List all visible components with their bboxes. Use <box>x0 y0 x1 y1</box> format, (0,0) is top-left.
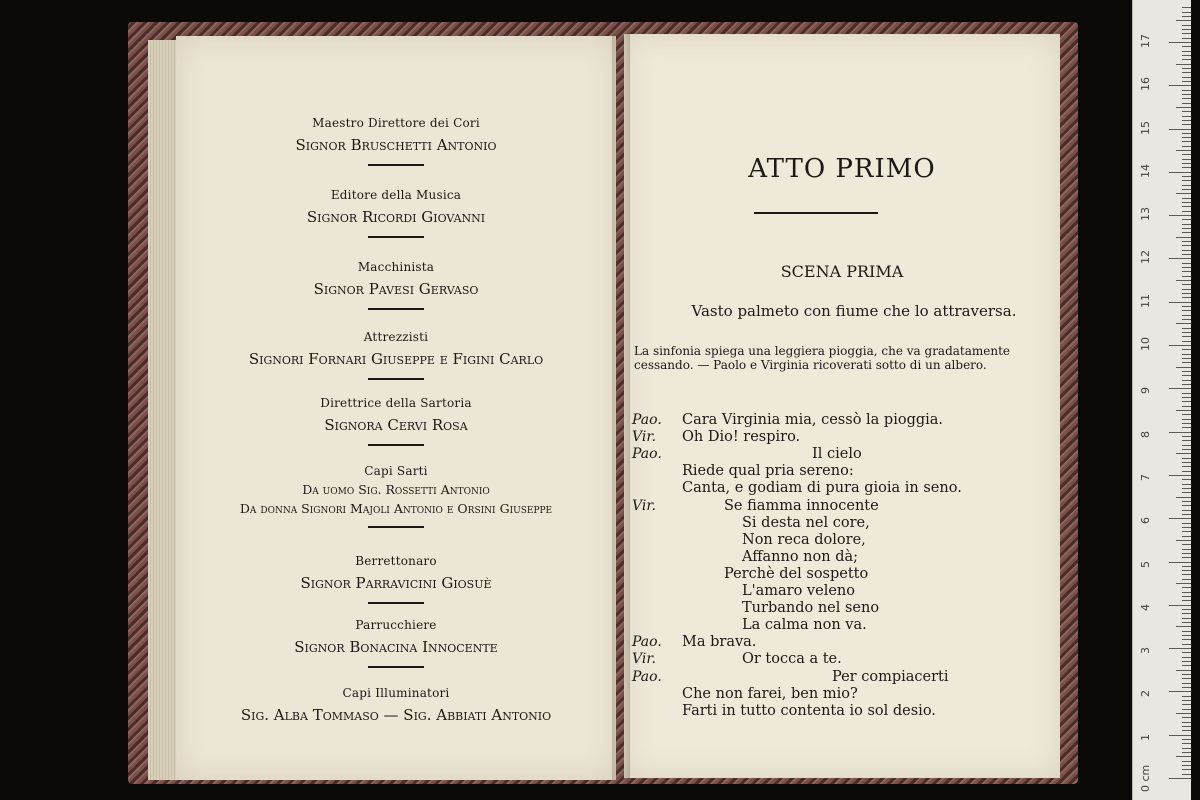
ruler-tick <box>1169 215 1191 216</box>
ruler-tick <box>1182 306 1191 307</box>
ruler-tick <box>1182 77 1191 78</box>
ruler-tick <box>1176 626 1191 627</box>
ruler-tick <box>1182 293 1191 294</box>
ruler-tick <box>1182 141 1191 142</box>
ruler-tick <box>1182 557 1191 558</box>
left-page <box>176 36 616 780</box>
dialogue-text: Che non farei, ben mio? <box>682 685 858 702</box>
ruler-tick <box>1182 228 1191 229</box>
ruler-tick <box>1176 107 1191 108</box>
ruler-tick <box>1176 713 1191 714</box>
ruler-tick <box>1182 94 1191 95</box>
ruler-tick <box>1176 150 1191 151</box>
ruler-tick <box>1182 289 1191 290</box>
credit-name: Da donna Signori Majoli Antonio e Orsini Giuseppe <box>239 501 553 516</box>
credit-role: Macchinista <box>357 260 435 274</box>
speaker-label: Vir. <box>632 651 656 668</box>
ruler-tick <box>1182 319 1191 320</box>
ruler-tick <box>1182 549 1191 550</box>
ruler-tick <box>1182 116 1191 117</box>
ruler-mark-label: 5 <box>1139 560 1152 568</box>
ruler-tick <box>1176 540 1191 541</box>
ruler-tick <box>1182 419 1191 420</box>
credit-name: Signor Pavesi Gervaso <box>313 280 479 298</box>
ruler-mark-label: 4 <box>1139 603 1152 611</box>
ruler-tick <box>1176 756 1191 757</box>
ruler-tick <box>1169 388 1191 389</box>
credit-block <box>176 396 616 446</box>
ruler-tick <box>1182 189 1191 190</box>
ruler-tick <box>1182 263 1191 264</box>
ruler-tick <box>1182 657 1191 658</box>
ruler-tick <box>1182 59 1191 60</box>
ruler-tick <box>1182 440 1191 441</box>
ruler-tick <box>1182 765 1191 766</box>
act-title-rule <box>754 212 878 214</box>
ruler-tick <box>1182 375 1191 376</box>
ruler-tick <box>1176 64 1191 65</box>
ruler-tick <box>1182 471 1191 472</box>
ruler-tick <box>1182 631 1191 632</box>
ruler-tick <box>1182 380 1191 381</box>
ruler-tick <box>1182 137 1191 138</box>
ruler-tick <box>1182 683 1191 684</box>
dialogue-text: Perchè del sospetto <box>724 565 869 582</box>
dialogue-text: Riede qual pria sereno: <box>682 463 854 480</box>
ruler-tick <box>1182 665 1191 666</box>
dialogue-text: Per compiacerti <box>832 668 949 685</box>
ruler-tick <box>1182 445 1191 446</box>
ruler-mark-label: 15 <box>1139 120 1152 135</box>
ruler-tick <box>1182 90 1191 91</box>
ruler-tick <box>1182 523 1191 524</box>
ruler-tick <box>1182 146 1191 147</box>
measurement-ruler <box>1132 0 1191 800</box>
ruler-mark-label: 2 <box>1139 690 1152 698</box>
credit-block <box>176 330 616 380</box>
dialogue-text: Si desta nel core, <box>742 514 870 531</box>
ruler-tick <box>1182 726 1191 727</box>
ruler-tick <box>1182 458 1191 459</box>
credit-role: Parrucchiere <box>355 618 437 632</box>
ruler-tick <box>1182 514 1191 515</box>
ruler-tick <box>1182 717 1191 718</box>
ruler-mark-label: 1 <box>1139 733 1152 741</box>
credit-divider <box>368 526 424 528</box>
ruler-tick <box>1182 401 1191 402</box>
dialogue-text: Cara Virginia mia, cessò la pioggia. <box>682 412 944 428</box>
ruler-tick <box>1182 743 1191 744</box>
ruler-tick <box>1182 16 1191 17</box>
ruler-mark-label: 11 <box>1139 293 1152 308</box>
ruler-tick <box>1182 271 1191 272</box>
credit-role: Maestro Direttore dei Cori <box>312 116 480 130</box>
ruler-tick <box>1182 55 1191 56</box>
ruler-tick <box>1176 453 1191 454</box>
ruler-tick <box>1182 501 1191 502</box>
ruler-tick <box>1182 600 1191 601</box>
ruler-tick <box>1182 544 1191 545</box>
ruler-tick <box>1182 752 1191 753</box>
credit-block <box>176 188 616 238</box>
ruler-tick <box>1182 687 1191 688</box>
credit-name: Signor Bruschetti Antonio <box>295 136 497 154</box>
ruler-tick <box>1182 185 1191 186</box>
ruler-tick <box>1182 592 1191 593</box>
credit-role: Attrezzisti <box>363 330 429 344</box>
ruler-tick <box>1182 384 1191 385</box>
ruler-tick <box>1182 427 1191 428</box>
ruler-tick <box>1182 722 1191 723</box>
ruler-mark-label: 7 <box>1139 473 1152 481</box>
ruler-tick <box>1176 367 1191 368</box>
dialogue-text: Se fiamma innocente <box>724 497 879 514</box>
ruler-tick <box>1169 735 1191 736</box>
ruler-tick <box>1182 124 1191 125</box>
ruler-tick <box>1182 51 1191 52</box>
dialogue-text: Il cielo <box>812 446 862 463</box>
ruler-tick <box>1182 163 1191 164</box>
credit-block <box>176 116 616 166</box>
credit-divider <box>368 666 424 668</box>
dialogue-text: Affanno non dà; <box>742 548 859 565</box>
ruler-tick <box>1182 167 1191 168</box>
ruler-tick <box>1169 778 1191 779</box>
ruler-tick <box>1182 315 1191 316</box>
ruler-mark-label: 3 <box>1139 647 1152 655</box>
ruler-tick <box>1176 20 1191 21</box>
ruler-tick <box>1169 605 1191 606</box>
ruler-tick <box>1182 219 1191 220</box>
ruler-tick <box>1182 224 1191 225</box>
ruler-tick <box>1182 553 1191 554</box>
act-title: ATTO PRIMO <box>748 154 936 184</box>
ruler-mark-label: 6 <box>1139 517 1152 525</box>
ruler-tick <box>1182 596 1191 597</box>
credit-divider <box>368 602 424 604</box>
credit-name: Signor Bonacina Innocente <box>294 638 498 656</box>
speaker-label: Pao. <box>632 446 662 463</box>
credit-divider <box>368 308 424 310</box>
page-edges <box>148 40 178 780</box>
ruler-tick <box>1169 648 1191 649</box>
ruler-mark-label: 9 <box>1139 387 1152 395</box>
ruler-tick <box>1169 302 1191 303</box>
ruler-tick <box>1182 362 1191 363</box>
ruler-tick <box>1182 29 1191 30</box>
speaker-label: Pao. <box>632 668 662 685</box>
speaker-label: Pao. <box>632 634 662 651</box>
ruler-tick <box>1176 583 1191 584</box>
ruler-tick <box>1169 475 1191 476</box>
credit-role: Capi Illuminatori <box>342 686 450 700</box>
credit-name: Sig. Alba Tommaso — Sig. Abbiati Antonio <box>240 706 552 724</box>
ruler-tick <box>1182 704 1191 705</box>
ruler-tick <box>1182 7 1191 8</box>
ruler-tick <box>1182 198 1191 199</box>
credit-role: Capi Sarti <box>364 464 428 478</box>
ruler-tick <box>1182 661 1191 662</box>
ruler-mark-label: 16 <box>1139 77 1152 92</box>
ruler-tick <box>1182 531 1191 532</box>
ruler-tick <box>1182 38 1191 39</box>
ruler-tick <box>1182 154 1191 155</box>
ruler-tick <box>1182 774 1191 775</box>
ruler-tick <box>1182 462 1191 463</box>
ruler-tick <box>1182 639 1191 640</box>
ruler-tick <box>1182 696 1191 697</box>
ruler-tick <box>1182 449 1191 450</box>
dialogue-text: Or tocca a te. <box>742 651 842 668</box>
credit-divider <box>368 236 424 238</box>
ruler-tick <box>1169 129 1191 130</box>
ruler-tick <box>1182 245 1191 246</box>
ruler-tick <box>1169 172 1191 173</box>
ruler-tick <box>1182 133 1191 134</box>
ruler-mark-label: 12 <box>1139 250 1152 265</box>
ruler-tick <box>1182 358 1191 359</box>
credit-divider <box>368 444 424 446</box>
ruler-tick <box>1182 284 1191 285</box>
credit-name: Signor Parravicini Giosuè <box>300 574 492 592</box>
ruler-tick <box>1176 410 1191 411</box>
ruler-tick <box>1182 297 1191 298</box>
ruler-tick <box>1182 527 1191 528</box>
dialogue-text: La calma non va. <box>742 617 867 634</box>
ruler-tick <box>1182 644 1191 645</box>
ruler-tick <box>1182 479 1191 480</box>
ruler-tick <box>1182 397 1191 398</box>
ruler-tick <box>1169 691 1191 692</box>
ruler-tick <box>1182 406 1191 407</box>
ruler-tick <box>1169 42 1191 43</box>
credit-divider <box>368 378 424 380</box>
ruler-tick <box>1182 510 1191 511</box>
ruler-tick <box>1169 345 1191 346</box>
ruler-tick <box>1182 241 1191 242</box>
ruler-tick <box>1182 436 1191 437</box>
credit-divider <box>368 164 424 166</box>
credit-name: Signora Cervi Rosa <box>324 416 468 434</box>
ruler-tick <box>1182 206 1191 207</box>
ruler-tick <box>1182 618 1191 619</box>
credit-role: Editore della Musica <box>330 188 462 202</box>
ruler-tick <box>1182 466 1191 467</box>
credit-name: Signor Ricordi Giovanni <box>306 208 486 226</box>
ruler-tick <box>1182 574 1191 575</box>
ruler-tick <box>1182 349 1191 350</box>
ruler-tick <box>1182 72 1191 73</box>
ruler-tick <box>1182 652 1191 653</box>
credit-block <box>176 554 616 604</box>
ruler-tick <box>1182 769 1191 770</box>
ruler-tick <box>1182 159 1191 160</box>
ruler-tick <box>1182 267 1191 268</box>
dialogue-text: Turbando nel seno <box>742 600 880 617</box>
ruler-tick <box>1182 232 1191 233</box>
ruler-tick <box>1182 505 1191 506</box>
ruler-tick <box>1182 336 1191 337</box>
ruler-tick <box>1182 332 1191 333</box>
ruler-mark-label: 8 <box>1139 430 1152 438</box>
ruler-tick <box>1182 12 1191 13</box>
ruler-tick <box>1182 103 1191 104</box>
ruler-tick <box>1182 354 1191 355</box>
dialogue-text: Non reca dolore, <box>742 531 866 548</box>
speaker-label: Vir. <box>632 429 656 446</box>
dialogue-text: Farti in tutto contenta io sol desio. <box>682 702 936 719</box>
dialogue-text: L'amaro veleno <box>742 583 855 599</box>
stage-direction: La sinfonia spiega una leggiera pioggia, che va gradatamente cessando. — Paolo e Virginia ricoverati sotto di un albero. <box>634 344 1011 372</box>
ruler-tick <box>1182 674 1191 675</box>
ruler-tick <box>1182 730 1191 731</box>
scene-setting: Vasto palmeto con fiume che lo attraversa. <box>691 302 1017 320</box>
ruler-tick <box>1182 276 1191 277</box>
ruler-tick <box>1169 562 1191 563</box>
credit-name: Da uomo Sig. Rossetti Antonio <box>302 482 490 497</box>
ruler-tick <box>1182 202 1191 203</box>
credit-role: Berrettonaro <box>355 554 437 568</box>
credit-name: Signori Fornari Giuseppe e Figini Carlo <box>248 350 544 368</box>
ruler-tick <box>1182 536 1191 537</box>
right-page <box>624 34 1060 778</box>
ruler-tick <box>1182 310 1191 311</box>
ruler-tick <box>1169 518 1191 519</box>
ruler-tick <box>1182 393 1191 394</box>
ruler-tick <box>1182 176 1191 177</box>
credit-block <box>176 260 616 310</box>
ruler-tick <box>1182 566 1191 567</box>
speaker-label: Vir. <box>632 497 656 514</box>
credit-block <box>176 618 616 668</box>
ruler-tick <box>1182 700 1191 701</box>
ruler-tick <box>1182 254 1191 255</box>
ruler-unit-label: 0 cm <box>1139 764 1152 792</box>
ruler-tick <box>1182 739 1191 740</box>
ruler-tick <box>1182 414 1191 415</box>
ruler-tick <box>1182 579 1191 580</box>
ruler-tick <box>1176 193 1191 194</box>
ruler-tick <box>1182 709 1191 710</box>
ruler-tick <box>1182 492 1191 493</box>
ruler-tick <box>1182 678 1191 679</box>
ruler-tick <box>1182 120 1191 121</box>
ruler-tick <box>1176 237 1191 238</box>
ruler-tick <box>1182 81 1191 82</box>
ruler-tick <box>1182 488 1191 489</box>
ruler-tick <box>1182 328 1191 329</box>
ruler-tick <box>1169 432 1191 433</box>
book-gutter <box>612 30 630 782</box>
ruler-tick <box>1182 371 1191 372</box>
ruler-tick <box>1176 670 1191 671</box>
ruler-tick <box>1169 258 1191 259</box>
dialogue-text: Ma brava. <box>682 634 757 651</box>
dialogue-text: Oh Dio! respiro. <box>682 429 801 446</box>
ruler-tick <box>1182 570 1191 571</box>
ruler-tick <box>1182 341 1191 342</box>
ruler-tick <box>1182 68 1191 69</box>
scene-title: SCENA PRIMA <box>780 262 904 281</box>
ruler-tick <box>1182 622 1191 623</box>
ruler-tick <box>1182 423 1191 424</box>
ruler-tick <box>1176 497 1191 498</box>
ruler-tick <box>1182 46 1191 47</box>
ruler-tick <box>1182 613 1191 614</box>
ruler-tick <box>1182 587 1191 588</box>
ruler-tick <box>1182 25 1191 26</box>
ruler-tick <box>1169 85 1191 86</box>
ruler-tick <box>1182 250 1191 251</box>
ruler-tick <box>1182 98 1191 99</box>
ruler-tick <box>1182 211 1191 212</box>
credit-block <box>176 686 616 724</box>
ruler-tick <box>1182 609 1191 610</box>
credit-block <box>176 464 616 528</box>
credit-role: Direttrice della Sartoria <box>320 396 472 410</box>
ruler-tick <box>1182 748 1191 749</box>
ruler-mark-label: 10 <box>1139 337 1152 351</box>
ruler-mark-label: 17 <box>1139 33 1152 48</box>
ruler-tick <box>1182 180 1191 181</box>
ruler-tick <box>1182 484 1191 485</box>
ruler-tick <box>1182 111 1191 112</box>
ruler-mark-label: 14 <box>1139 163 1152 178</box>
dialogue-text: Canta, e godiam di pura gioia in seno. <box>682 480 962 497</box>
ruler-mark-label: 13 <box>1139 207 1152 222</box>
ruler-tick <box>1182 761 1191 762</box>
ruler-tick <box>1182 33 1191 34</box>
ruler-tick <box>1176 323 1191 324</box>
speaker-label: Pao. <box>632 412 662 428</box>
ruler-tick <box>1182 635 1191 636</box>
ruler-tick <box>1176 280 1191 281</box>
